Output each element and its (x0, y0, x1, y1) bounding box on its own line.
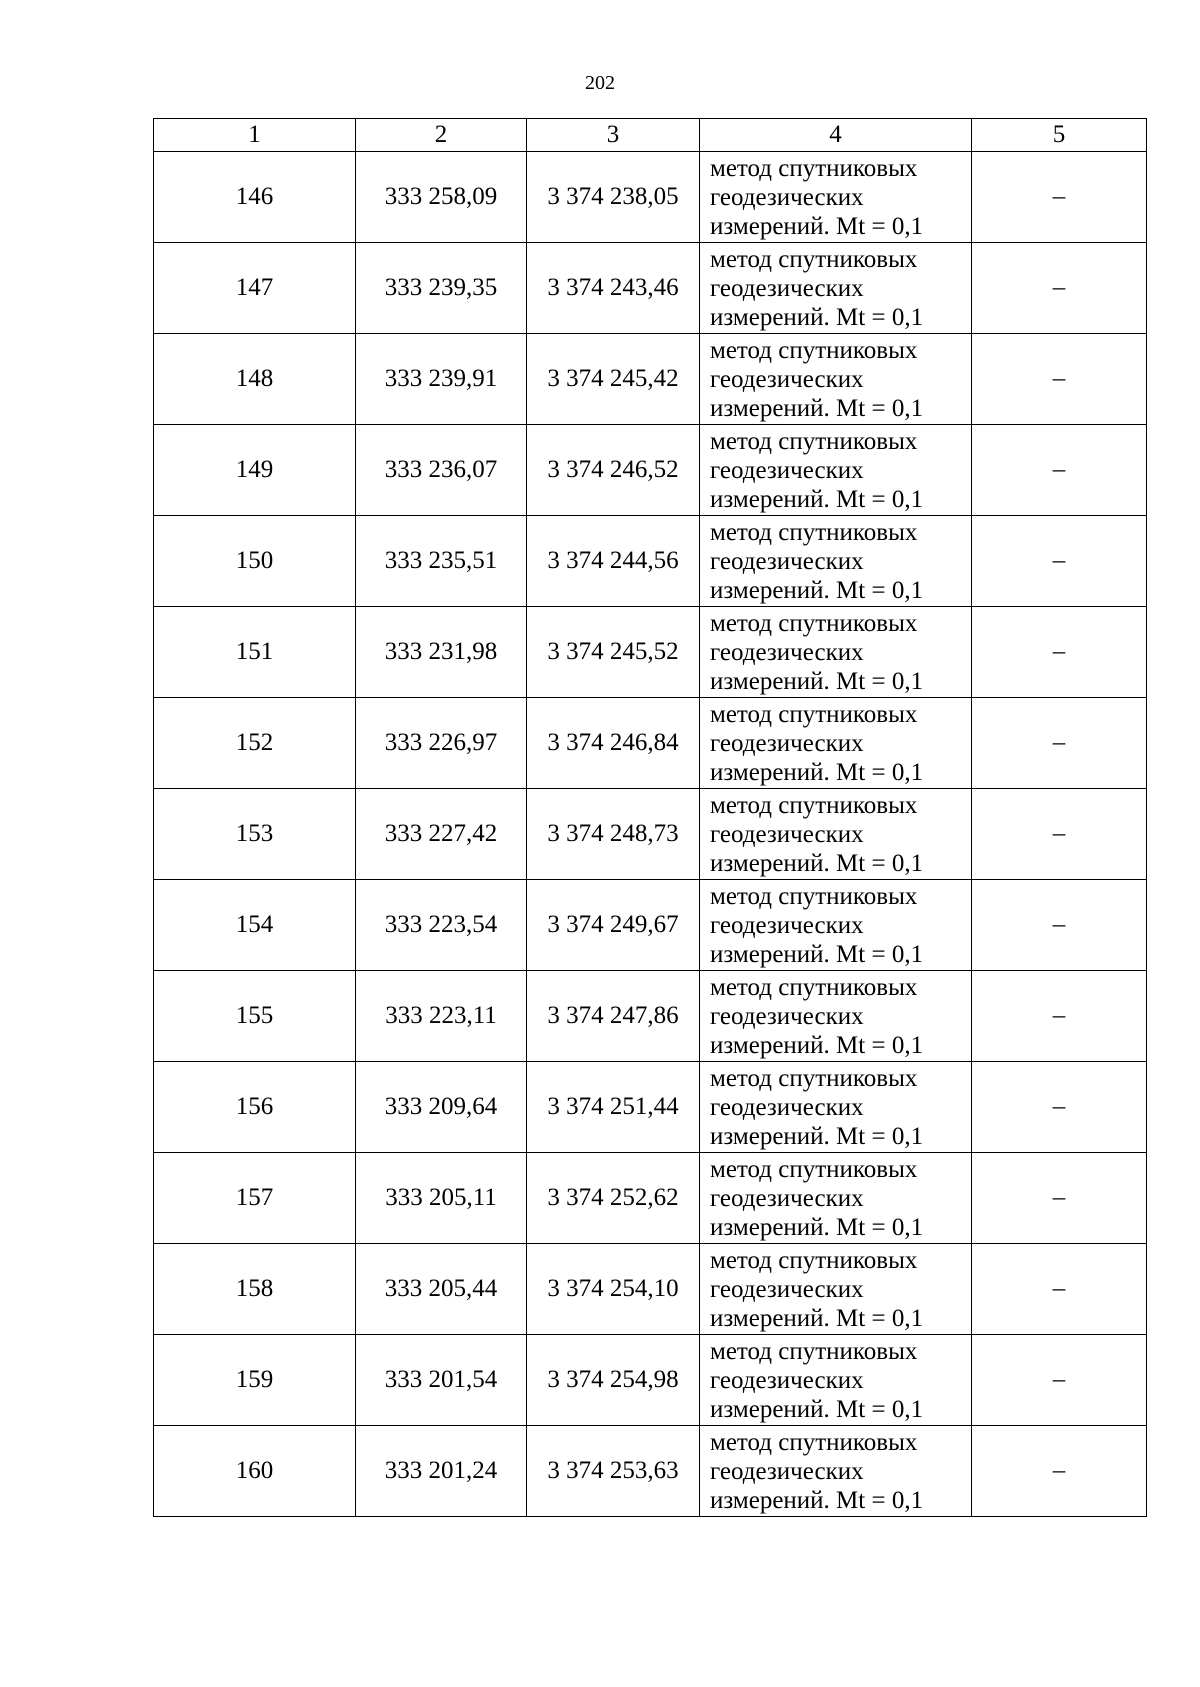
point-number-cell: 150 (154, 516, 356, 607)
note-cell: – (972, 1062, 1147, 1153)
x-coordinate-cell: 333 239,35 (356, 243, 527, 334)
note-cell: – (972, 607, 1147, 698)
method-line: геодезических (710, 1184, 864, 1212)
note-cell: – (972, 971, 1147, 1062)
y-coordinate-cell: 3 374 246,84 (527, 698, 700, 789)
method-cell (700, 243, 972, 334)
note-cell: – (972, 152, 1147, 243)
y-coordinate-cell: 3 374 248,73 (527, 789, 700, 880)
column-header: 3 (527, 119, 700, 152)
method-line: метод спутниковых (710, 245, 918, 273)
x-coordinate-cell: 333 227,42 (356, 789, 527, 880)
method-line: измерений. Mt = 0,1 (710, 576, 924, 604)
x-coordinate-cell: 333 235,51 (356, 516, 527, 607)
method-line: измерений. Mt = 0,1 (710, 1213, 924, 1241)
y-coordinate-cell: 3 374 247,86 (527, 971, 700, 1062)
table-row (154, 1335, 1147, 1426)
method-cell (700, 698, 972, 789)
method-line: геодезических (710, 1093, 864, 1121)
point-number-cell: 157 (154, 1153, 356, 1244)
method-line: измерений. Mt = 0,1 (710, 667, 924, 695)
coordinates-table (153, 118, 1147, 1517)
point-number-cell: 147 (154, 243, 356, 334)
y-coordinate-cell: 3 374 246,52 (527, 425, 700, 516)
table-row (154, 1062, 1147, 1153)
column-header: 1 (154, 119, 356, 152)
method-line: метод спутниковых (710, 427, 918, 455)
note-cell: – (972, 1153, 1147, 1244)
method-line: измерений. Mt = 0,1 (710, 849, 924, 877)
point-number-cell: 158 (154, 1244, 356, 1335)
x-coordinate-cell: 333 205,11 (356, 1153, 527, 1244)
method-cell (700, 880, 972, 971)
note-cell: – (972, 516, 1147, 607)
method-cell (700, 334, 972, 425)
x-coordinate-cell: 333 201,54 (356, 1335, 527, 1426)
page-number: 202 (585, 72, 615, 94)
x-coordinate-cell: 333 231,98 (356, 607, 527, 698)
method-line: геодезических (710, 1275, 864, 1303)
method-line: измерений. Mt = 0,1 (710, 485, 924, 513)
note-cell: – (972, 698, 1147, 789)
method-line: метод спутниковых (710, 518, 918, 546)
y-coordinate-cell: 3 374 251,44 (527, 1062, 700, 1153)
table-row (154, 1153, 1147, 1244)
x-coordinate-cell: 333 223,54 (356, 880, 527, 971)
note-cell: – (972, 789, 1147, 880)
method-line: метод спутниковых (710, 700, 918, 728)
method-line: метод спутниковых (710, 791, 918, 819)
table-row (154, 334, 1147, 425)
table-row (154, 1244, 1147, 1335)
method-cell (700, 1062, 972, 1153)
y-coordinate-cell: 3 374 238,05 (527, 152, 700, 243)
y-coordinate-cell: 3 374 245,42 (527, 334, 700, 425)
method-line: метод спутниковых (710, 882, 918, 910)
note-cell: – (972, 334, 1147, 425)
method-line: измерений. Mt = 0,1 (710, 303, 924, 331)
x-coordinate-cell: 333 223,11 (356, 971, 527, 1062)
point-number-cell: 153 (154, 789, 356, 880)
y-coordinate-cell: 3 374 254,10 (527, 1244, 700, 1335)
method-line: геодезических (710, 456, 864, 484)
method-line: геодезических (710, 1366, 864, 1394)
method-line: метод спутниковых (710, 973, 918, 1001)
table-row (154, 789, 1147, 880)
method-line: геодезических (710, 820, 864, 848)
table-row (154, 1426, 1147, 1517)
y-coordinate-cell: 3 374 249,67 (527, 880, 700, 971)
method-cell (700, 607, 972, 698)
column-header: 2 (356, 119, 527, 152)
method-cell (700, 152, 972, 243)
method-line: измерений. Mt = 0,1 (710, 1031, 924, 1059)
method-line: измерений. Mt = 0,1 (710, 1122, 924, 1150)
table-row (154, 607, 1147, 698)
point-number-cell: 152 (154, 698, 356, 789)
column-header: 5 (972, 119, 1147, 152)
method-cell (700, 425, 972, 516)
table-row (154, 698, 1147, 789)
y-coordinate-cell: 3 374 253,63 (527, 1426, 700, 1517)
method-line: измерений. Mt = 0,1 (710, 212, 924, 240)
y-coordinate-cell: 3 374 254,98 (527, 1335, 700, 1426)
note-cell: – (972, 1335, 1147, 1426)
x-coordinate-cell: 333 226,97 (356, 698, 527, 789)
point-number-cell: 148 (154, 334, 356, 425)
y-coordinate-cell: 3 374 252,62 (527, 1153, 700, 1244)
method-line: геодезических (710, 274, 864, 302)
note-cell: – (972, 1426, 1147, 1517)
method-line: геодезических (710, 729, 864, 757)
header-row (154, 119, 1147, 152)
note-cell: – (972, 880, 1147, 971)
method-line: метод спутниковых (710, 1246, 918, 1274)
point-number-cell: 159 (154, 1335, 356, 1426)
method-line: метод спутниковых (710, 1337, 918, 1365)
table-row (154, 971, 1147, 1062)
y-coordinate-cell: 3 374 244,56 (527, 516, 700, 607)
method-line: метод спутниковых (710, 609, 918, 637)
method-cell (700, 1335, 972, 1426)
y-coordinate-cell: 3 374 245,52 (527, 607, 700, 698)
method-line: геодезических (710, 1002, 864, 1030)
x-coordinate-cell: 333 201,24 (356, 1426, 527, 1517)
column-header: 4 (700, 119, 972, 152)
method-cell (700, 516, 972, 607)
x-coordinate-cell: 333 239,91 (356, 334, 527, 425)
method-line: геодезических (710, 638, 864, 666)
table-row (154, 243, 1147, 334)
table-body (154, 152, 1147, 1517)
method-cell (700, 1153, 972, 1244)
method-line: измерений. Mt = 0,1 (710, 940, 924, 968)
method-line: метод спутниковых (710, 154, 918, 182)
method-line: метод спутниковых (710, 336, 918, 364)
method-cell (700, 1426, 972, 1517)
x-coordinate-cell: 333 209,64 (356, 1062, 527, 1153)
x-coordinate-cell: 333 258,09 (356, 152, 527, 243)
point-number-cell: 156 (154, 1062, 356, 1153)
point-number-cell: 149 (154, 425, 356, 516)
point-number-cell: 146 (154, 152, 356, 243)
method-line: метод спутниковых (710, 1428, 918, 1456)
note-cell: – (972, 1244, 1147, 1335)
table-row (154, 425, 1147, 516)
method-cell (700, 971, 972, 1062)
method-line: измерений. Mt = 0,1 (710, 1304, 924, 1332)
point-number-cell: 155 (154, 971, 356, 1062)
method-line: геодезических (710, 365, 864, 393)
x-coordinate-cell: 333 205,44 (356, 1244, 527, 1335)
method-cell (700, 789, 972, 880)
point-number-cell: 160 (154, 1426, 356, 1517)
point-number-cell: 151 (154, 607, 356, 698)
method-line: измерений. Mt = 0,1 (710, 1486, 924, 1514)
method-line: измерений. Mt = 0,1 (710, 1395, 924, 1423)
note-cell: – (972, 243, 1147, 334)
method-line: геодезических (710, 183, 864, 211)
method-cell (700, 1244, 972, 1335)
method-line: метод спутниковых (710, 1155, 918, 1183)
table-row (154, 152, 1147, 243)
method-line: измерений. Mt = 0,1 (710, 758, 924, 786)
method-line: геодезических (710, 547, 864, 575)
method-line: метод спутниковых (710, 1064, 918, 1092)
method-line: геодезических (710, 1457, 864, 1485)
y-coordinate-cell: 3 374 243,46 (527, 243, 700, 334)
x-coordinate-cell: 333 236,07 (356, 425, 527, 516)
note-cell: – (972, 425, 1147, 516)
table-row (154, 516, 1147, 607)
method-line: измерений. Mt = 0,1 (710, 394, 924, 422)
point-number-cell: 154 (154, 880, 356, 971)
table-row (154, 880, 1147, 971)
method-line: геодезических (710, 911, 864, 939)
